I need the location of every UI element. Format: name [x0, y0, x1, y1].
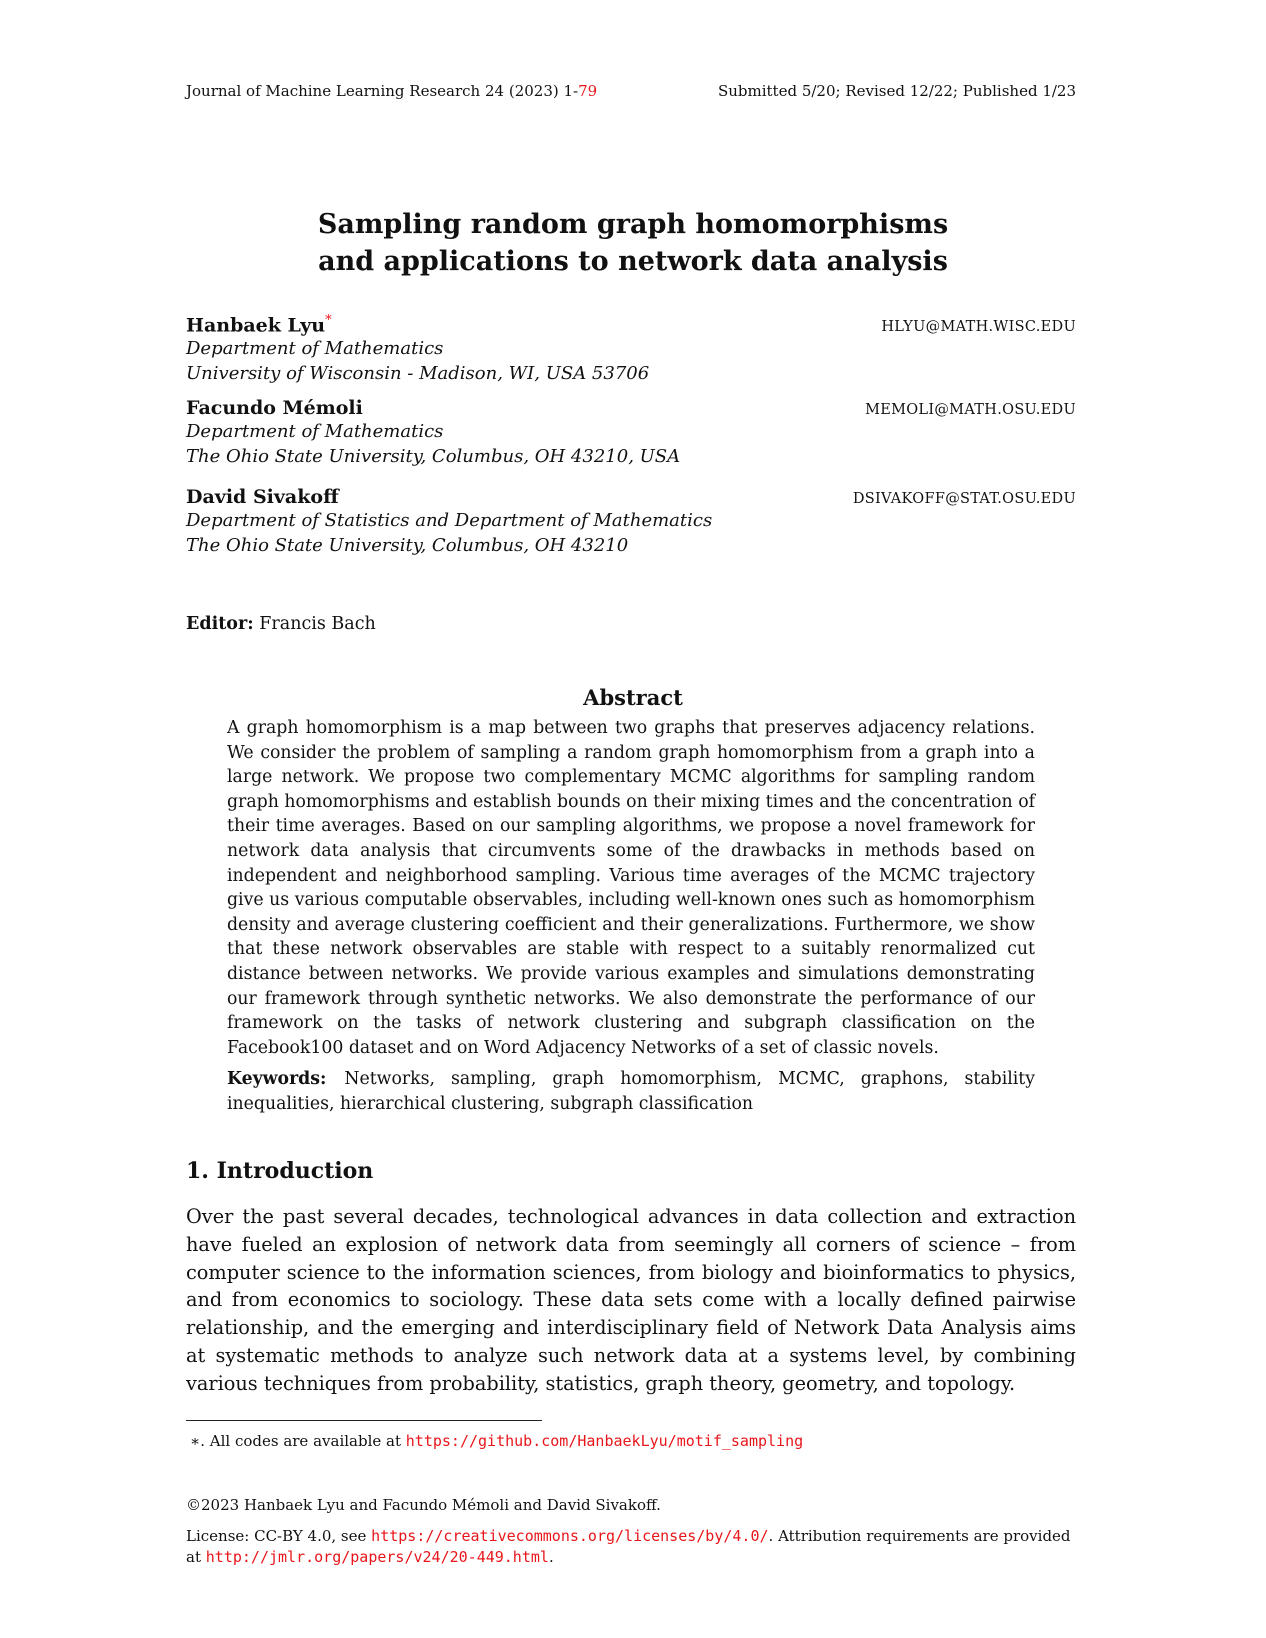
- author-institution: The Ohio State University, Columbus, OH 43210, USA: [186, 446, 681, 467]
- author-name-wrap: [186, 313, 332, 336]
- last-page-link[interactable]: 79: [578, 82, 598, 100]
- abstract-heading: Abstract: [583, 685, 683, 710]
- editor-name: Francis Bach: [259, 614, 376, 634]
- section-body: Over the past several decades, technological advances in data collection and extraction have fueled an explosion of network data from seemingly all corners of science – from computer science to the information sciences, from biology and bioinformatics to physics, and from economics to sociology. These data sets come with a locally defined pairwise relationship, and the emerging and interdisciplinary field of Network Data Analysis aims at systematic methods to analyze such network data at a systems level, by combining various techniques from probability, statistics, graph theory, geometry, and topology.: [186, 1205, 1076, 1395]
- running-header-journal: [186, 82, 597, 100]
- license-suffix: .: [548, 1548, 554, 1566]
- author-affiliation: Department of Mathematics: [186, 421, 444, 442]
- author-name: Facundo Mémoli: [186, 397, 363, 419]
- author-block: [186, 397, 1076, 469]
- jmlr-paper-link[interactable]: http://jmlr.org/papers/v24/20-449.html: [205, 1548, 549, 1566]
- author-email: MEMOLI@MATH.OSU.EDU: [865, 402, 1076, 418]
- abstract-text: A graph homomorphism is a map between two graphs that preserves adjacency relations. We consider the problem of sampling a random graph homomorphism from a graph into a large network. We propose two complementary MCMC algorithms for sampling random graph homomorphisms and establish bounds on their mixing times and the concentration of their time averages. Based on our sampling algorithms, we propose a novel framework for network data analysis that circumvents some of the drawbacks in methods based on independent and neighborhood sampling. Various time averages of the MCMC trajectory give us various computable observables, including well-known ones such as homomorphism density and average clustering coefficient and their generalizations. Furthermore, we show that these network observables are stable with respect to a suitably renormalized cut distance between networks. We provide various examples and simulations demonstrating our framework through synthetic networks. We also demonstrate the performance of our framework on the tasks of network clustering and subgraph classification on the Facebook100 dataset and on Word Adjacency Networks of a set of classic novels.: [227, 718, 1035, 1058]
- journal-citation: Journal of Machine Learning Research 24 (2023) 1-: [186, 82, 579, 100]
- author-institution: The Ohio State University, Columbus, OH 43210: [186, 535, 629, 556]
- license-link[interactable]: https://creativecommons.org/licenses/by/4.0/: [371, 1527, 769, 1545]
- license-prefix: License: CC-BY 4.0, see: [186, 1527, 367, 1545]
- author-affiliation: Department of Mathematics: [186, 338, 444, 360]
- keywords-label: Keywords:: [227, 1069, 327, 1089]
- license-notice: [186, 1526, 1076, 1568]
- author-affiliation: Department of Statistics and Department of Mathematics: [186, 510, 713, 531]
- keywords-text: Networks, sampling, graph homomorphism, MCMC, graphons, stability inequalities, hierarchical clustering, subgraph classification: [227, 1069, 1035, 1114]
- author-institution: University of Wisconsin - Madison, WI, USA 53706: [186, 363, 650, 385]
- author-name: Hanbaek Lyu: [186, 314, 326, 337]
- github-link[interactable]: https://github.com/HanbaekLyu/motif_sampling: [405, 1432, 804, 1450]
- running-header-dates: Submitted 5/20; Revised 12/22; Published 1/23: [717, 82, 1076, 100]
- copyright-notice: ©2023 Hanbaek Lyu and Facundo Mémoli and David Sivakoff.: [186, 1496, 661, 1514]
- title-line-1: Sampling random graph homomorphisms: [317, 209, 949, 240]
- license-middle: . Attribution requirements are provided at: [186, 1527, 1071, 1566]
- footnote-marker[interactable]: *: [325, 313, 332, 328]
- author-block: [186, 486, 1076, 558]
- editor-line: [186, 614, 376, 634]
- editor-label: Editor:: [186, 614, 254, 634]
- paper-title: [0, 206, 1266, 280]
- author-name: David Sivakoff: [186, 486, 339, 508]
- footnote-mark: ∗.: [190, 1432, 205, 1450]
- author-email: HLYU@MATH.WISC.EDU: [881, 319, 1076, 336]
- footnote-text: All codes are available at: [209, 1432, 401, 1450]
- title-line-2: and applications to network data analysis: [318, 246, 948, 277]
- author-email: DSIVAKOFF@STAT.OSU.EDU: [852, 491, 1076, 507]
- footnote-rule: [186, 1420, 542, 1421]
- keywords: [227, 1067, 1035, 1116]
- section-heading: 1. Introduction: [186, 1158, 374, 1184]
- footnote: [190, 1432, 803, 1450]
- author-block: [186, 313, 1076, 386]
